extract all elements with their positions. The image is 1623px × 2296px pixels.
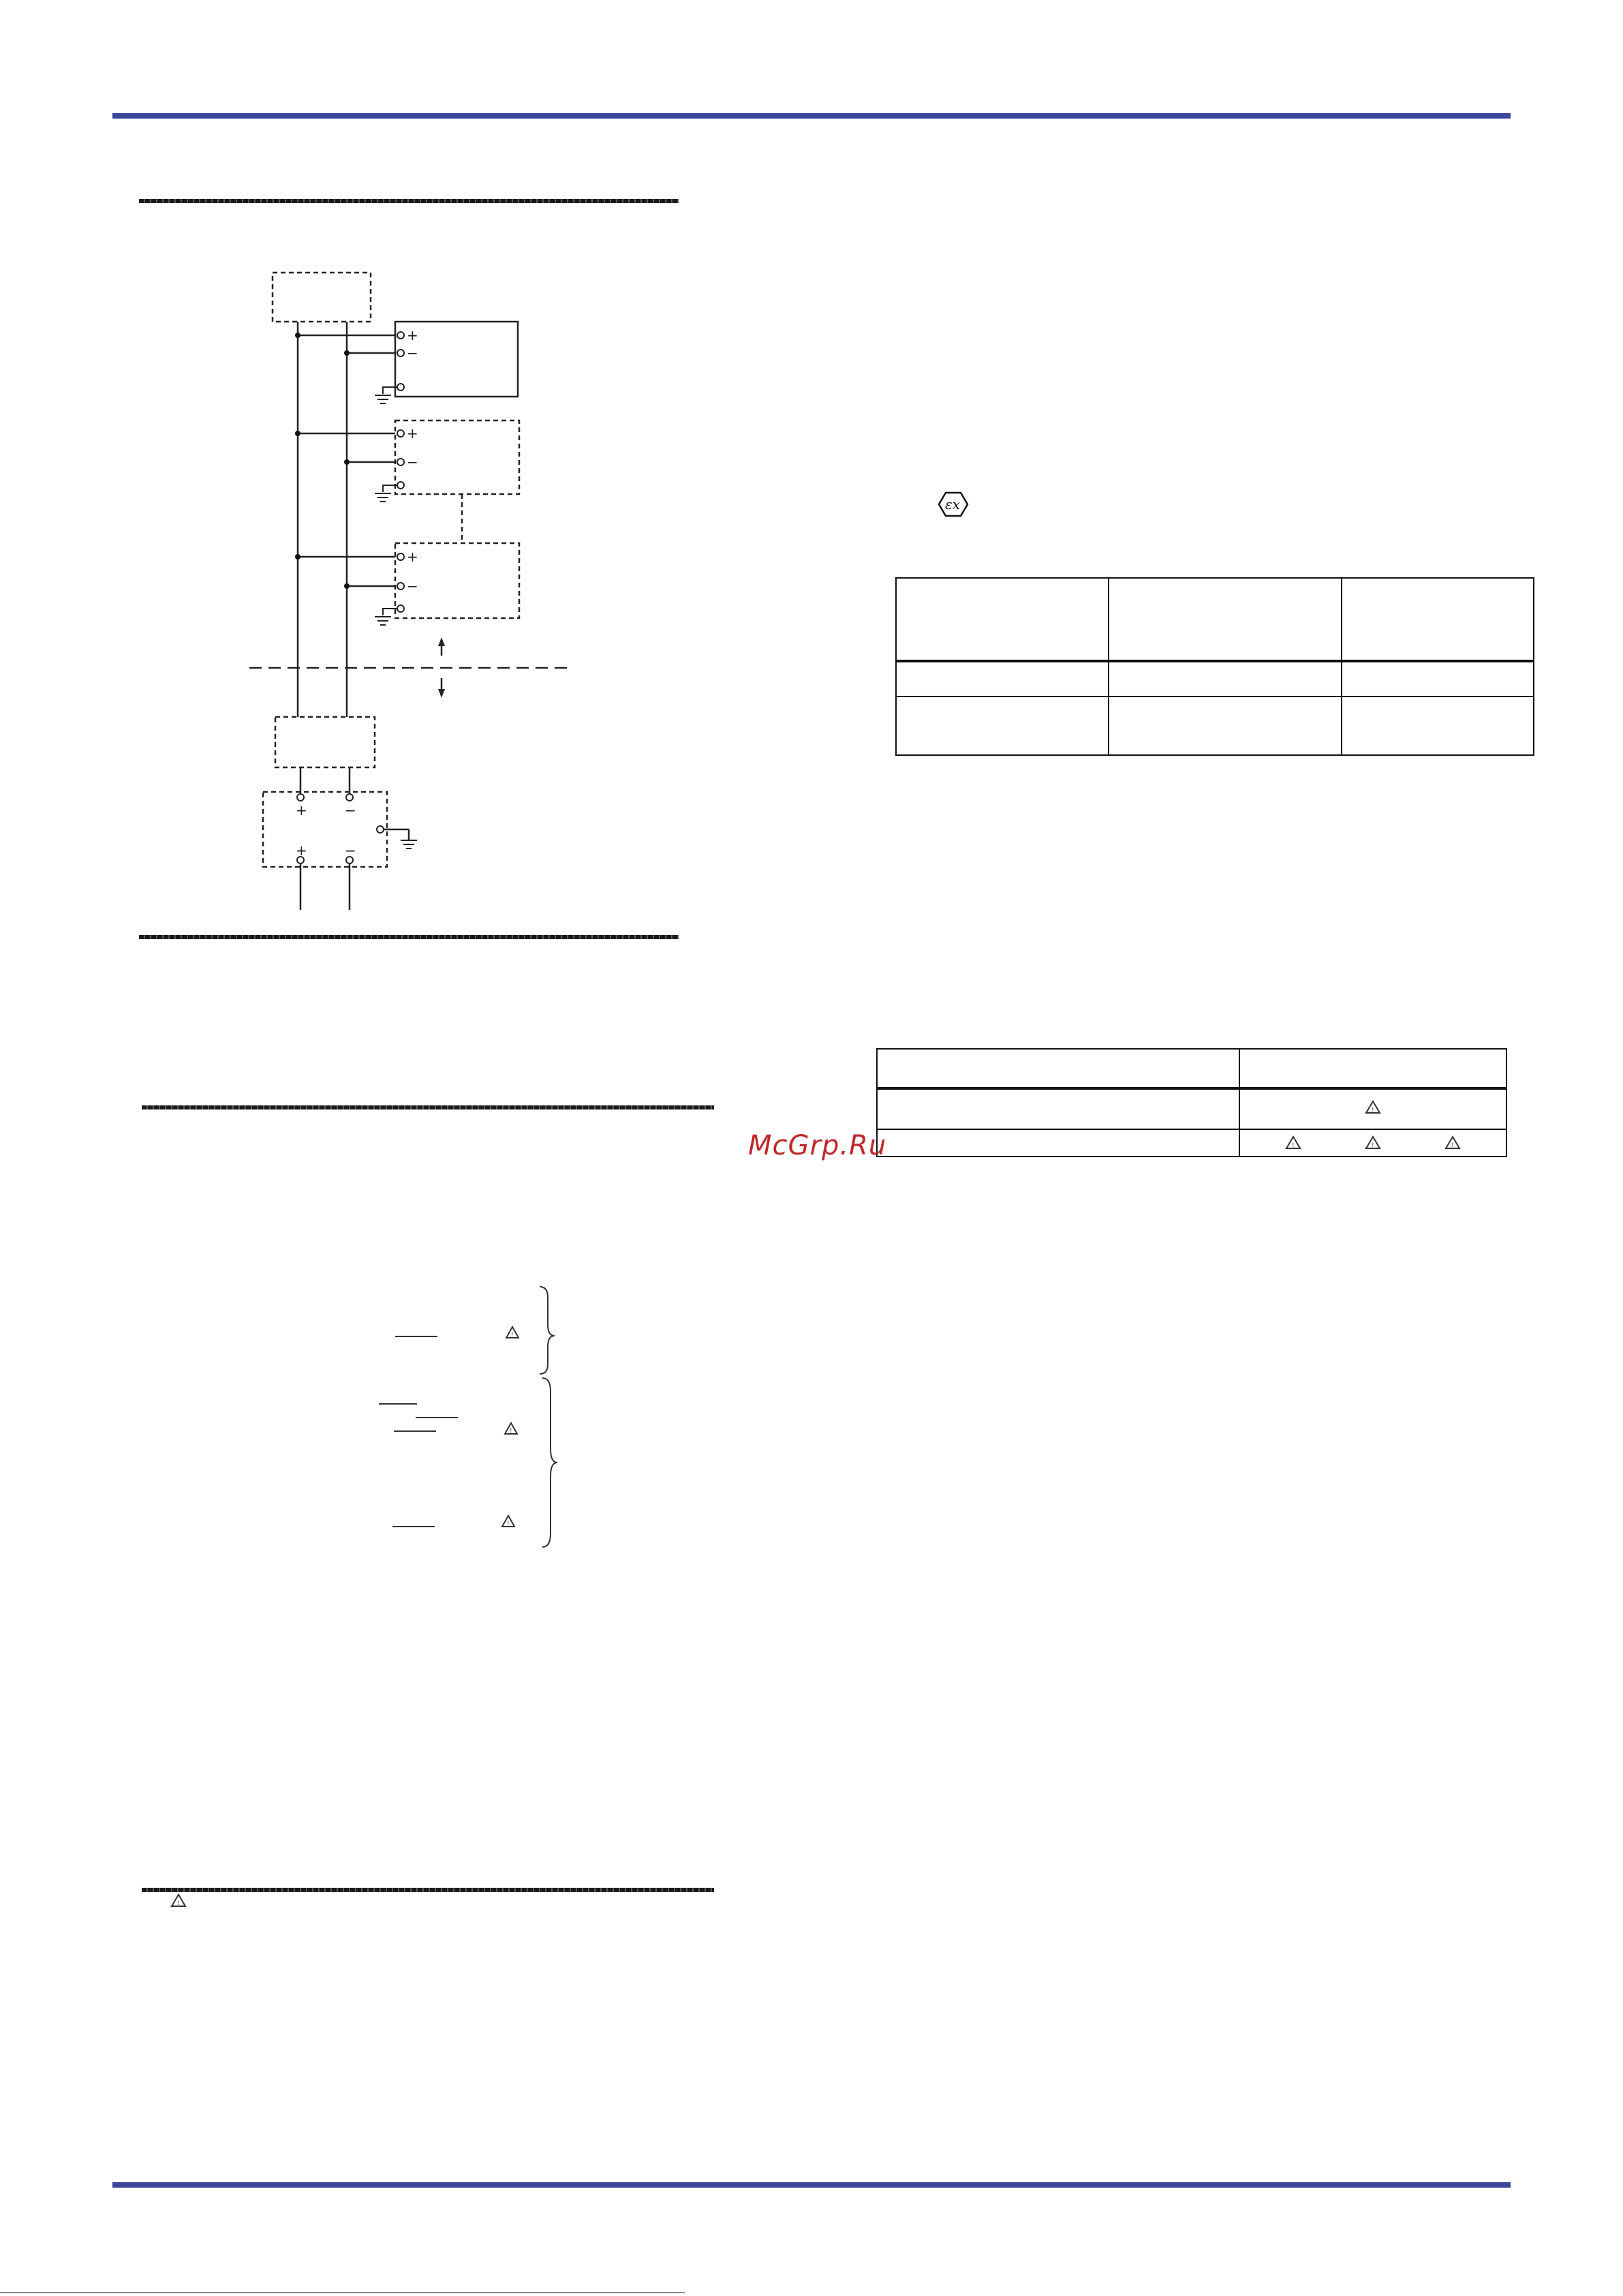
section-rule-notes [142,1105,714,1109]
table-cell [1109,578,1342,661]
table-cell [877,1088,1239,1129]
warning-triangle-icon [502,1327,519,1527]
svg-text:!: ! [1292,1142,1295,1149]
svg-text:+: + [296,802,307,818]
notes-markers [0,1268,613,1554]
section-rule-bottom [142,1888,714,1892]
svg-text:!: ! [1451,1142,1454,1149]
table-cell [1342,578,1534,661]
svg-text:!: ! [507,1520,510,1527]
table-row [877,1049,1506,1088]
table-row [877,1088,1506,1129]
table-row [877,1129,1506,1157]
table-row [896,578,1534,661]
table-cell [1239,1088,1506,1129]
table-cell [1342,697,1534,755]
warning-triangle-icon [1285,1135,1301,1150]
footer-rule [112,2182,1511,2188]
table-cell [1239,1129,1506,1157]
warning-triangle-icon [1365,1135,1381,1150]
svg-text:!: ! [510,1428,512,1435]
table-cell [877,1129,1239,1157]
table-cell [896,578,1109,661]
svg-text:+: + [296,842,307,859]
svg-text:+: + [407,425,418,442]
svg-text:!: ! [1372,1107,1374,1114]
table-cell [1109,697,1342,755]
svg-text:−: − [407,454,418,470]
power-source-box [273,273,371,322]
warning-triangle-icon [1444,1135,1461,1150]
arrow-down-icon [438,689,445,698]
svg-text:!: ! [177,1900,180,1907]
wiring-diagram [0,0,749,927]
table-row [896,661,1534,697]
table-cell [1239,1049,1506,1088]
table-2 [876,1048,1507,1157]
page-bottom-line [0,2292,685,2293]
warning-triangle-icon [1365,1100,1381,1115]
warning-triangle-icon [170,1893,187,1908]
svg-text:−: − [345,802,356,818]
svg-text:!: ! [511,1332,514,1338]
watermark-text[interactable]: McGrp.Ru [748,1130,887,1161]
section-rule-diagram-bottom [139,935,679,939]
table-cell [1109,661,1342,697]
barrier-box [275,717,375,767]
svg-text:+: + [407,549,418,565]
table-row [896,697,1534,755]
table-cell [896,697,1109,755]
table-cell [896,661,1109,697]
table-cell [1342,661,1534,697]
arrow-up-icon [438,637,445,646]
svg-text:εx: εx [945,496,961,512]
table-1 [895,577,1534,756]
svg-text:−: − [407,578,418,594]
terminal-plus: + [407,327,418,343]
terminal-minus: − [407,345,418,361]
ex-hexagon-icon [938,491,969,518]
power-supply-box [263,792,387,867]
table-cell [877,1049,1239,1088]
svg-text:−: − [345,842,356,859]
svg-text:!: ! [1371,1142,1374,1149]
